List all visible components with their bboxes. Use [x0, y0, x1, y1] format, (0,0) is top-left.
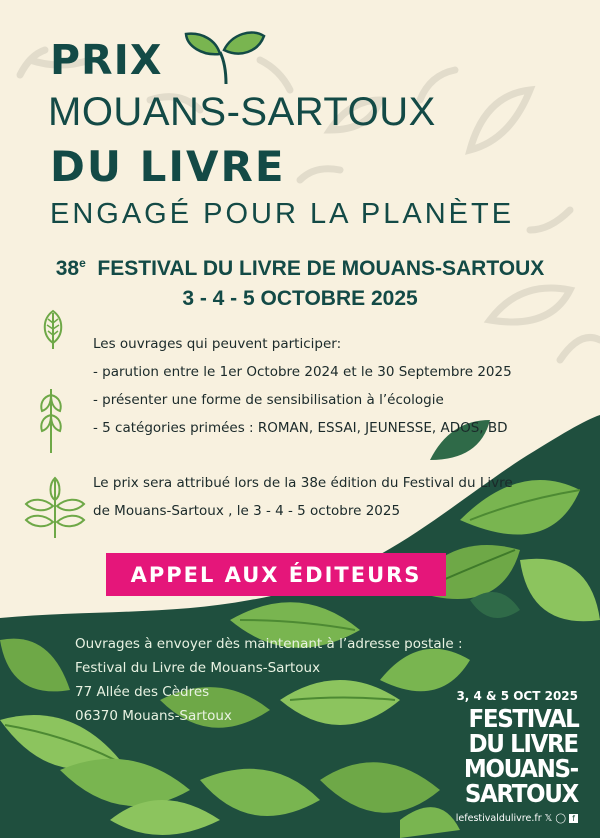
- instagram-icon[interactable]: ◯: [555, 813, 566, 824]
- title-du-livre: DU LIVRE: [50, 142, 286, 191]
- conditions-intro: Les ouvrages qui peuvent participer:: [93, 336, 342, 352]
- logo-sartoux: SARTOUX: [464, 779, 578, 808]
- condition-item: - 5 catégories primées : ROMAN, ESSAI, JEUNESSE, ADOS, BD: [93, 420, 508, 436]
- appel-aux-editeurs-button[interactable]: APPEL AUX ÉDITEURS: [106, 553, 446, 596]
- address-city: 06370 Mouans-Sartoux: [75, 708, 232, 724]
- address-intro: Ouvrages à envoyer dès maintenant à l’adresse postale :: [75, 636, 463, 652]
- sprout-icon: [182, 26, 268, 86]
- leaf-icon: [38, 307, 68, 351]
- subtitle-engage: ENGAGÉ POUR LA PLANÈTE: [50, 198, 515, 230]
- branch-icon: [38, 385, 64, 455]
- condition-item: - présenter une forme de sensibilisation à l’écologie: [93, 392, 444, 408]
- address-street: 77 Allée des Cèdres: [75, 684, 210, 700]
- logo-du-livre: DU LIVRE: [468, 729, 578, 758]
- logo-website: [456, 813, 578, 824]
- logo-date: 3, 4 & 5 OCT 2025: [456, 689, 578, 703]
- twitter-icon[interactable]: 𝕏: [544, 813, 553, 824]
- website-link[interactable]: lefestivaldulivre.fr: [455, 813, 542, 824]
- title-prix: PRIX: [50, 36, 163, 84]
- award-line-1: Le prix sera attribué lors de la 38e édition du Festival du Livre: [93, 475, 513, 491]
- festival-dates: 3 - 4 - 5 OCTOBRE 2025: [182, 287, 418, 310]
- award-line-2: de Mouans-Sartoux , le 3 - 4 - 5 octobre 2025: [93, 503, 401, 519]
- facebook-icon[interactable]: f: [569, 814, 578, 823]
- logo-mouans: MOUANS-: [464, 754, 578, 783]
- festival-title: 38e FESTIVAL DU LIVRE DE MOUANS-SARTOUX: [55, 256, 545, 280]
- title-mouans-sartoux: MOUANS-SARTOUX: [48, 90, 436, 134]
- leaf-icon: [22, 470, 88, 540]
- logo-festival: FESTIVAL: [468, 704, 578, 733]
- address-name: Festival du Livre de Mouans-Sartoux: [75, 660, 321, 676]
- condition-item: - parution entre le 1er Octobre 2024 et le 30 Septembre 2025: [93, 364, 512, 380]
